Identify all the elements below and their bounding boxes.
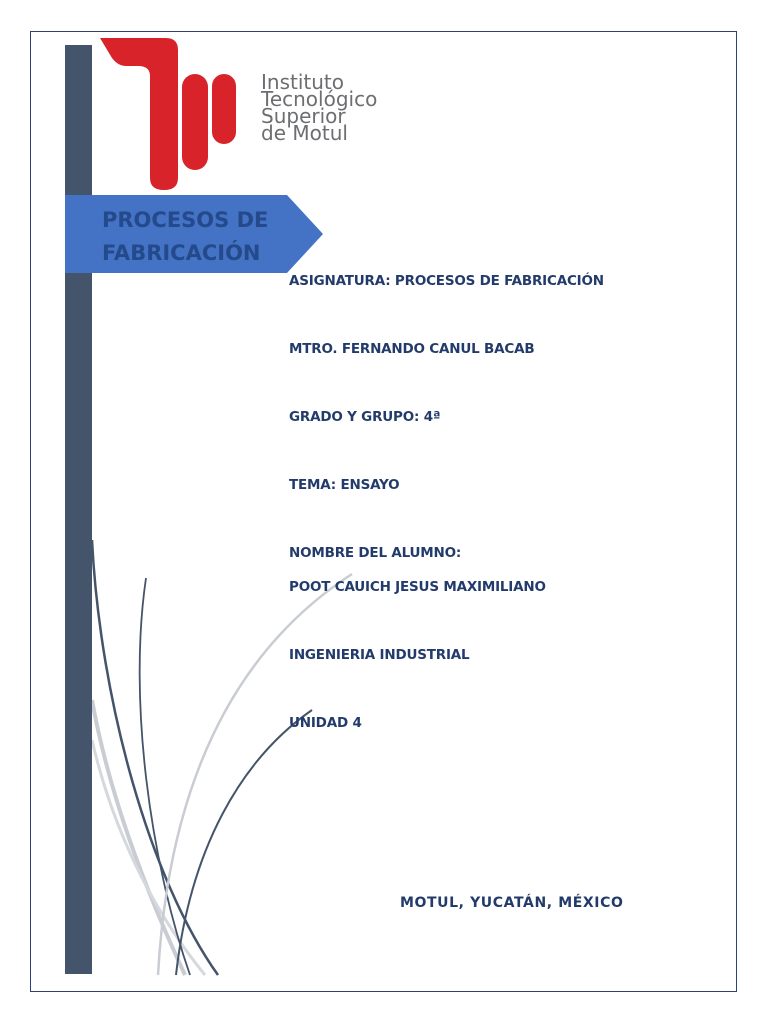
unit-line: UNIDAD 4 <box>289 715 362 731</box>
student-name: POOT CAUICH JESUS MAXIMILIANO <box>289 579 546 595</box>
subject-line: ASIGNATURA: PROCESOS DE FABRICACIÓN <box>289 273 604 289</box>
career-line: INGENIERIA INDUSTRIAL <box>289 647 470 663</box>
institute-name-line3: Superior <box>261 104 346 128</box>
institute-name-line2: Tecnológico <box>261 87 378 111</box>
institute-logo-icon <box>98 38 248 193</box>
banner-title: PROCESOS DE FABRICACIÓN <box>102 208 269 265</box>
institute-name-line1: Instituto <box>261 70 344 94</box>
institute-name-line4: de Motul <box>261 121 348 145</box>
institute-name <box>261 70 378 145</box>
teacher-line: MTRO. FERNANDO CANUL BACAB <box>289 341 535 357</box>
student-label: NOMBRE DEL ALUMNO: <box>289 545 462 561</box>
topic-line: TEMA: ENSAYO <box>289 477 400 493</box>
location-footer: MOTUL, YUCATÁN, MÉXICO <box>400 895 624 911</box>
group-line: GRADO Y GRUPO: 4ª <box>289 409 441 425</box>
sidebar-bar <box>65 45 92 974</box>
